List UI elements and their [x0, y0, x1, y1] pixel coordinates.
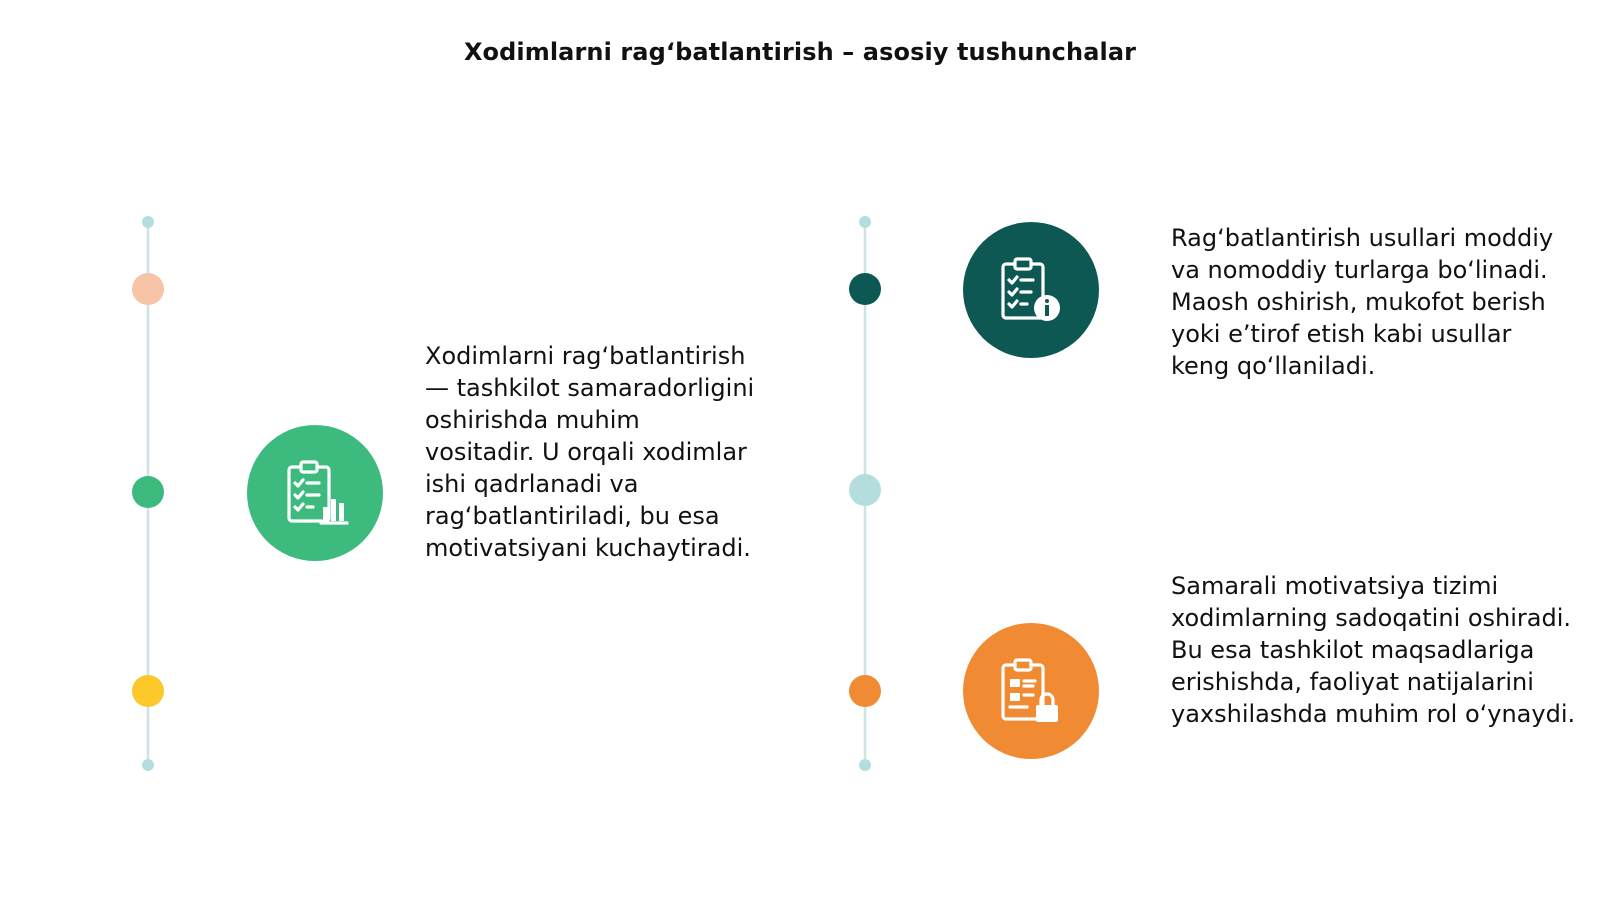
right-dot-orange — [849, 675, 881, 707]
left-dot-green — [132, 476, 164, 508]
clipboard-lock-icon — [963, 623, 1099, 759]
item-text-1: Xodimlarni rag‘batlantirish — tashkilot samaradorligini oshirishda muhim vositadir. U orqali xodimlar ishi qadrlanadi va rag‘batlantiriladi, bu esa motivatsiyani kuchaytiradi. — [425, 342, 755, 562]
item-text-3: Samarali motivatsiya tizimi xodimlarning sadoqatini oshiradi. Bu esa tashkilot maqsadlariga erishishda, faoliyat natijalarini yaxshilashda muhim rol o‘ynaydi. — [1171, 572, 1576, 728]
right-rail-end-top — [859, 216, 871, 228]
left-rail-end-bottom — [142, 759, 154, 771]
right-dot-teal — [849, 273, 881, 305]
right-rail-end-bottom — [859, 759, 871, 771]
left-rail-end-top — [142, 216, 154, 228]
left-dot-peach — [132, 273, 164, 305]
right-dot-light-teal — [849, 474, 881, 506]
page-title: Xodimlarni rag‘batlantirish – asosiy tushunchalar — [463, 38, 1137, 66]
clipboard-chart-icon — [247, 425, 383, 561]
item-text-2: Rag‘batlantirish usullari moddiy va nomoddiy turlarga bo‘linadi. Maosh oshirish, mukofot berish yoki e’tirof etish kabi usullar keng qo‘llaniladi. — [1171, 224, 1554, 380]
clipboard-info-icon — [963, 222, 1099, 358]
left-dot-yellow — [132, 675, 164, 707]
